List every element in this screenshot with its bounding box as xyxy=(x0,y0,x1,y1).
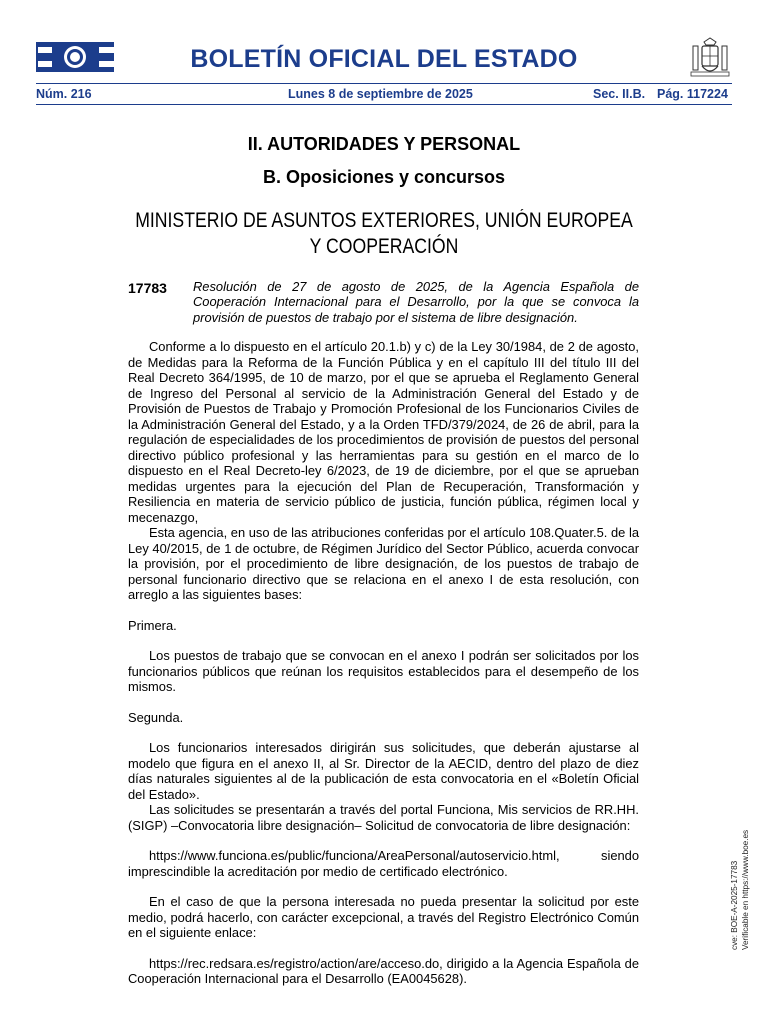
section-code: Sec. II.B. xyxy=(593,87,646,101)
paragraph: Esta agencia, en uso de las atribuciones conferidas por el artículo 108.Quater.5. de la Ley 40/2015, de 1 de octubre, de Régimen Jurídico del Sector Público, acuerda convocar la provisión, por el procedimiento de libre designación, de los puestos de trabajo de personal funcionario directivo que se relaciona en el anexo I de esta resolución, con arreglo a las siguientes bases: xyxy=(128,525,639,602)
paragraph: Los funcionarios interesados dirigirán sus solicitudes, que deberán ajustarse al modelo que figura en el anexo II, al Sr. Director de la AECID, dentro del plazo de diez días naturales siguientes al de la publicación de esta convocatoria en el «Boletín Oficial del Estado». xyxy=(128,740,639,802)
verification-sidebar xyxy=(726,826,754,950)
paragraph: En el caso de que la persona interesada no pueda presentar la solicitud por este medio, podrá hacerlo, con carácter excepcional, a través del Registro Electrónico Común en el siguiente enlace: xyxy=(128,894,639,940)
base-heading-primera: Primera. xyxy=(128,617,177,633)
cve-code: cve: BOE-A-2025-17783 xyxy=(730,860,739,950)
ministry-heading xyxy=(61,208,706,260)
verification-url: Verificable en https://www.boe.es xyxy=(741,829,750,950)
document-body xyxy=(128,339,639,987)
issue-number: Núm. 216 xyxy=(36,87,92,101)
resolution-number: 17783 xyxy=(128,280,167,296)
page-number: Pág. 117224 xyxy=(657,87,728,101)
header-rule-top xyxy=(36,83,732,84)
funciona-link-paragraph: https://www.funciona.es/public/funciona/AreaPersonal/autoservicio.html, siendo imprescindible la acreditación por medio de certificado electrónico. xyxy=(128,848,639,879)
gazette-title: BOLETÍN OFICIAL DEL ESTADO xyxy=(190,45,578,73)
paragraph: Los puestos de trabajo que se convocan en el anexo I podrán ser solicitados por los funcionarios públicos que reúnan los requisitos establecidos para el desempeño de los mismos. xyxy=(128,648,639,694)
boe-logo xyxy=(36,42,114,72)
resolution-title: Resolución de 27 de agosto de 2025, de la Agencia Española de Cooperación Internacional para el Desarrollo, por la que se convoca la provisión de puestos de trabajo por el sistema de libre designación. xyxy=(193,279,639,325)
issue-date: Lunes 8 de septiembre de 2025 xyxy=(288,87,473,101)
paragraph: Conforme a lo dispuesto en el artículo 20.1.b) y c) de la Ley 30/1984, de 2 de agosto, de Medidas para la Reforma de la Función Pública y en el capítulo III del título III del Real Decreto 364/1995, de 10 de marzo, por el que se aprueba el Reglamento General de Ingreso del Personal al servicio de la Administración General del Estado y de Provisión de Puestos de Trabajo y Promoción Profesional de los Funcionarios Civiles de la Administración General del Estado, y a la Orden TFD/379/2024, de 26 de abril, para la regulación de especialidades de los procedimientos de provisión de puestos del personal directivo público profesional y las herramientas para su gestión en el marco de lo dispuesto en el Real Decreto-ley 6/2023, de 19 de diciembre, por el que se aprueban medidas urgentes para la ejecución del Plan de Recuperación, Transformación y Resiliencia en materia de servicio público de justicia, función pública, régimen local y mecenazgo, xyxy=(128,339,639,525)
ministry-line-1: MINISTERIO DE ASUNTOS EXTERIORES, UNIÓN EUROPEA xyxy=(135,209,633,232)
section-title: II. AUTORIDADES Y PERSONAL xyxy=(247,134,521,154)
header-rule-bottom xyxy=(36,104,732,105)
base-heading-segunda: Segunda. xyxy=(128,709,184,725)
registro-link-paragraph: https://rec.redsara.es/registro/action/are/acceso.do, dirigido a la Agencia Española de Cooperación Internacional para el Desarrollo (EA0045628). xyxy=(128,955,639,986)
ministry-line-2: Y COOPERACIÓN xyxy=(309,235,459,258)
paragraph: Las solicitudes se presentarán a través del portal Funciona, Mis servicios de RR.HH. (SIGP) –Convocatoria libre designación– Solicitud de convocatoria de libre designación: xyxy=(128,802,639,833)
coat-of-arms-icon xyxy=(690,36,730,80)
section-subtitle: B. Oposiciones y concursos xyxy=(262,167,506,187)
